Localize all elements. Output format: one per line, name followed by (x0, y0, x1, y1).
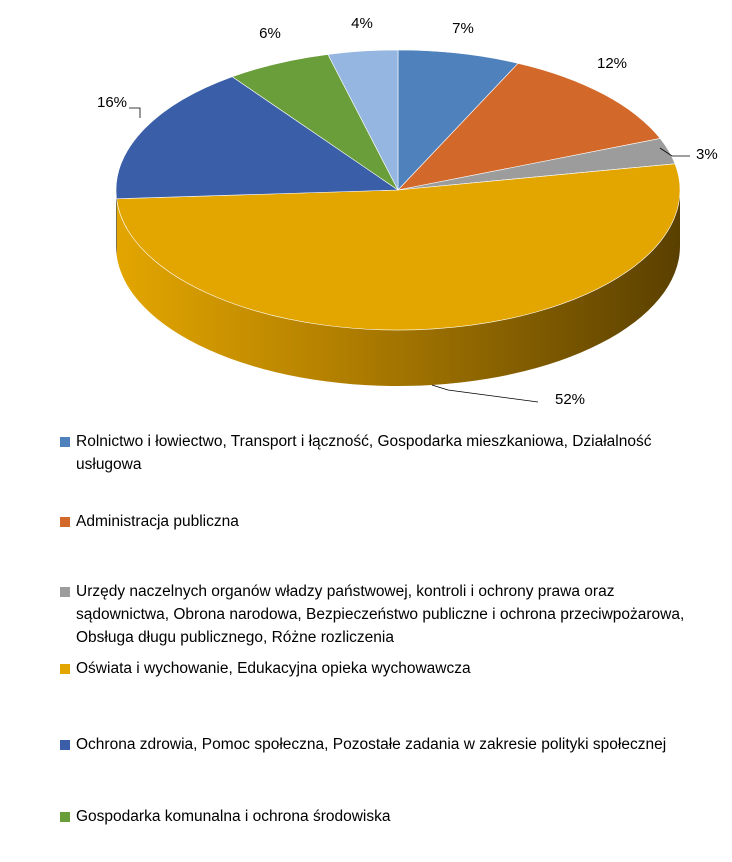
pie-data-label-2: 3% (696, 146, 718, 163)
legend-item (60, 430, 700, 476)
legend-label: Administracja publiczna (76, 513, 239, 530)
pie-tops (116, 50, 680, 330)
legend-swatch (60, 664, 70, 674)
legend-swatch (60, 740, 70, 750)
pie-data-label-5: 6% (259, 25, 281, 42)
pie-data-label-3: 52% (554, 391, 586, 408)
pie-chart (0, 0, 732, 420)
pie-data-label-6: 4% (351, 15, 373, 32)
legend-label: Rolnictwo i łowiectwo, Transport i łączność, Gospodarka mieszkaniowa, Działalność usługowa (76, 433, 652, 473)
legend-swatch (60, 437, 70, 447)
legend-item (60, 733, 700, 756)
pie-data-label-0: 7% (452, 20, 474, 37)
legend-item (60, 510, 700, 533)
leader-line-4 (129, 108, 140, 118)
legend-swatch (60, 812, 70, 822)
pie-data-label-1: 12% (596, 55, 628, 72)
leader-line-3 (432, 385, 538, 402)
legend-item (60, 580, 700, 649)
legend-swatch (60, 587, 70, 597)
pie-data-label-4: 16% (96, 94, 128, 111)
legend-item (60, 805, 700, 828)
legend-label: Gospodarka komunalna i ochrona środowiska (76, 808, 391, 825)
legend-item (60, 657, 700, 680)
legend-label: Urzędy naczelnych organów władzy państwowej, kontroli i ochrony prawa oraz sądownictwa, Obrona narodowa, Bezpieczeństwo publiczne i ochrona przeciwpożarowa, Obsługa długu publicznego, Różne rozliczenia (76, 583, 685, 646)
legend-swatch (60, 517, 70, 527)
legend-label: Oświata i wychowanie, Edukacyjna opieka wychowawcza (76, 660, 471, 677)
legend-label: Ochrona zdrowia, Pomoc społeczna, Pozostałe zadania w zakresie polityki społecznej (76, 736, 667, 753)
